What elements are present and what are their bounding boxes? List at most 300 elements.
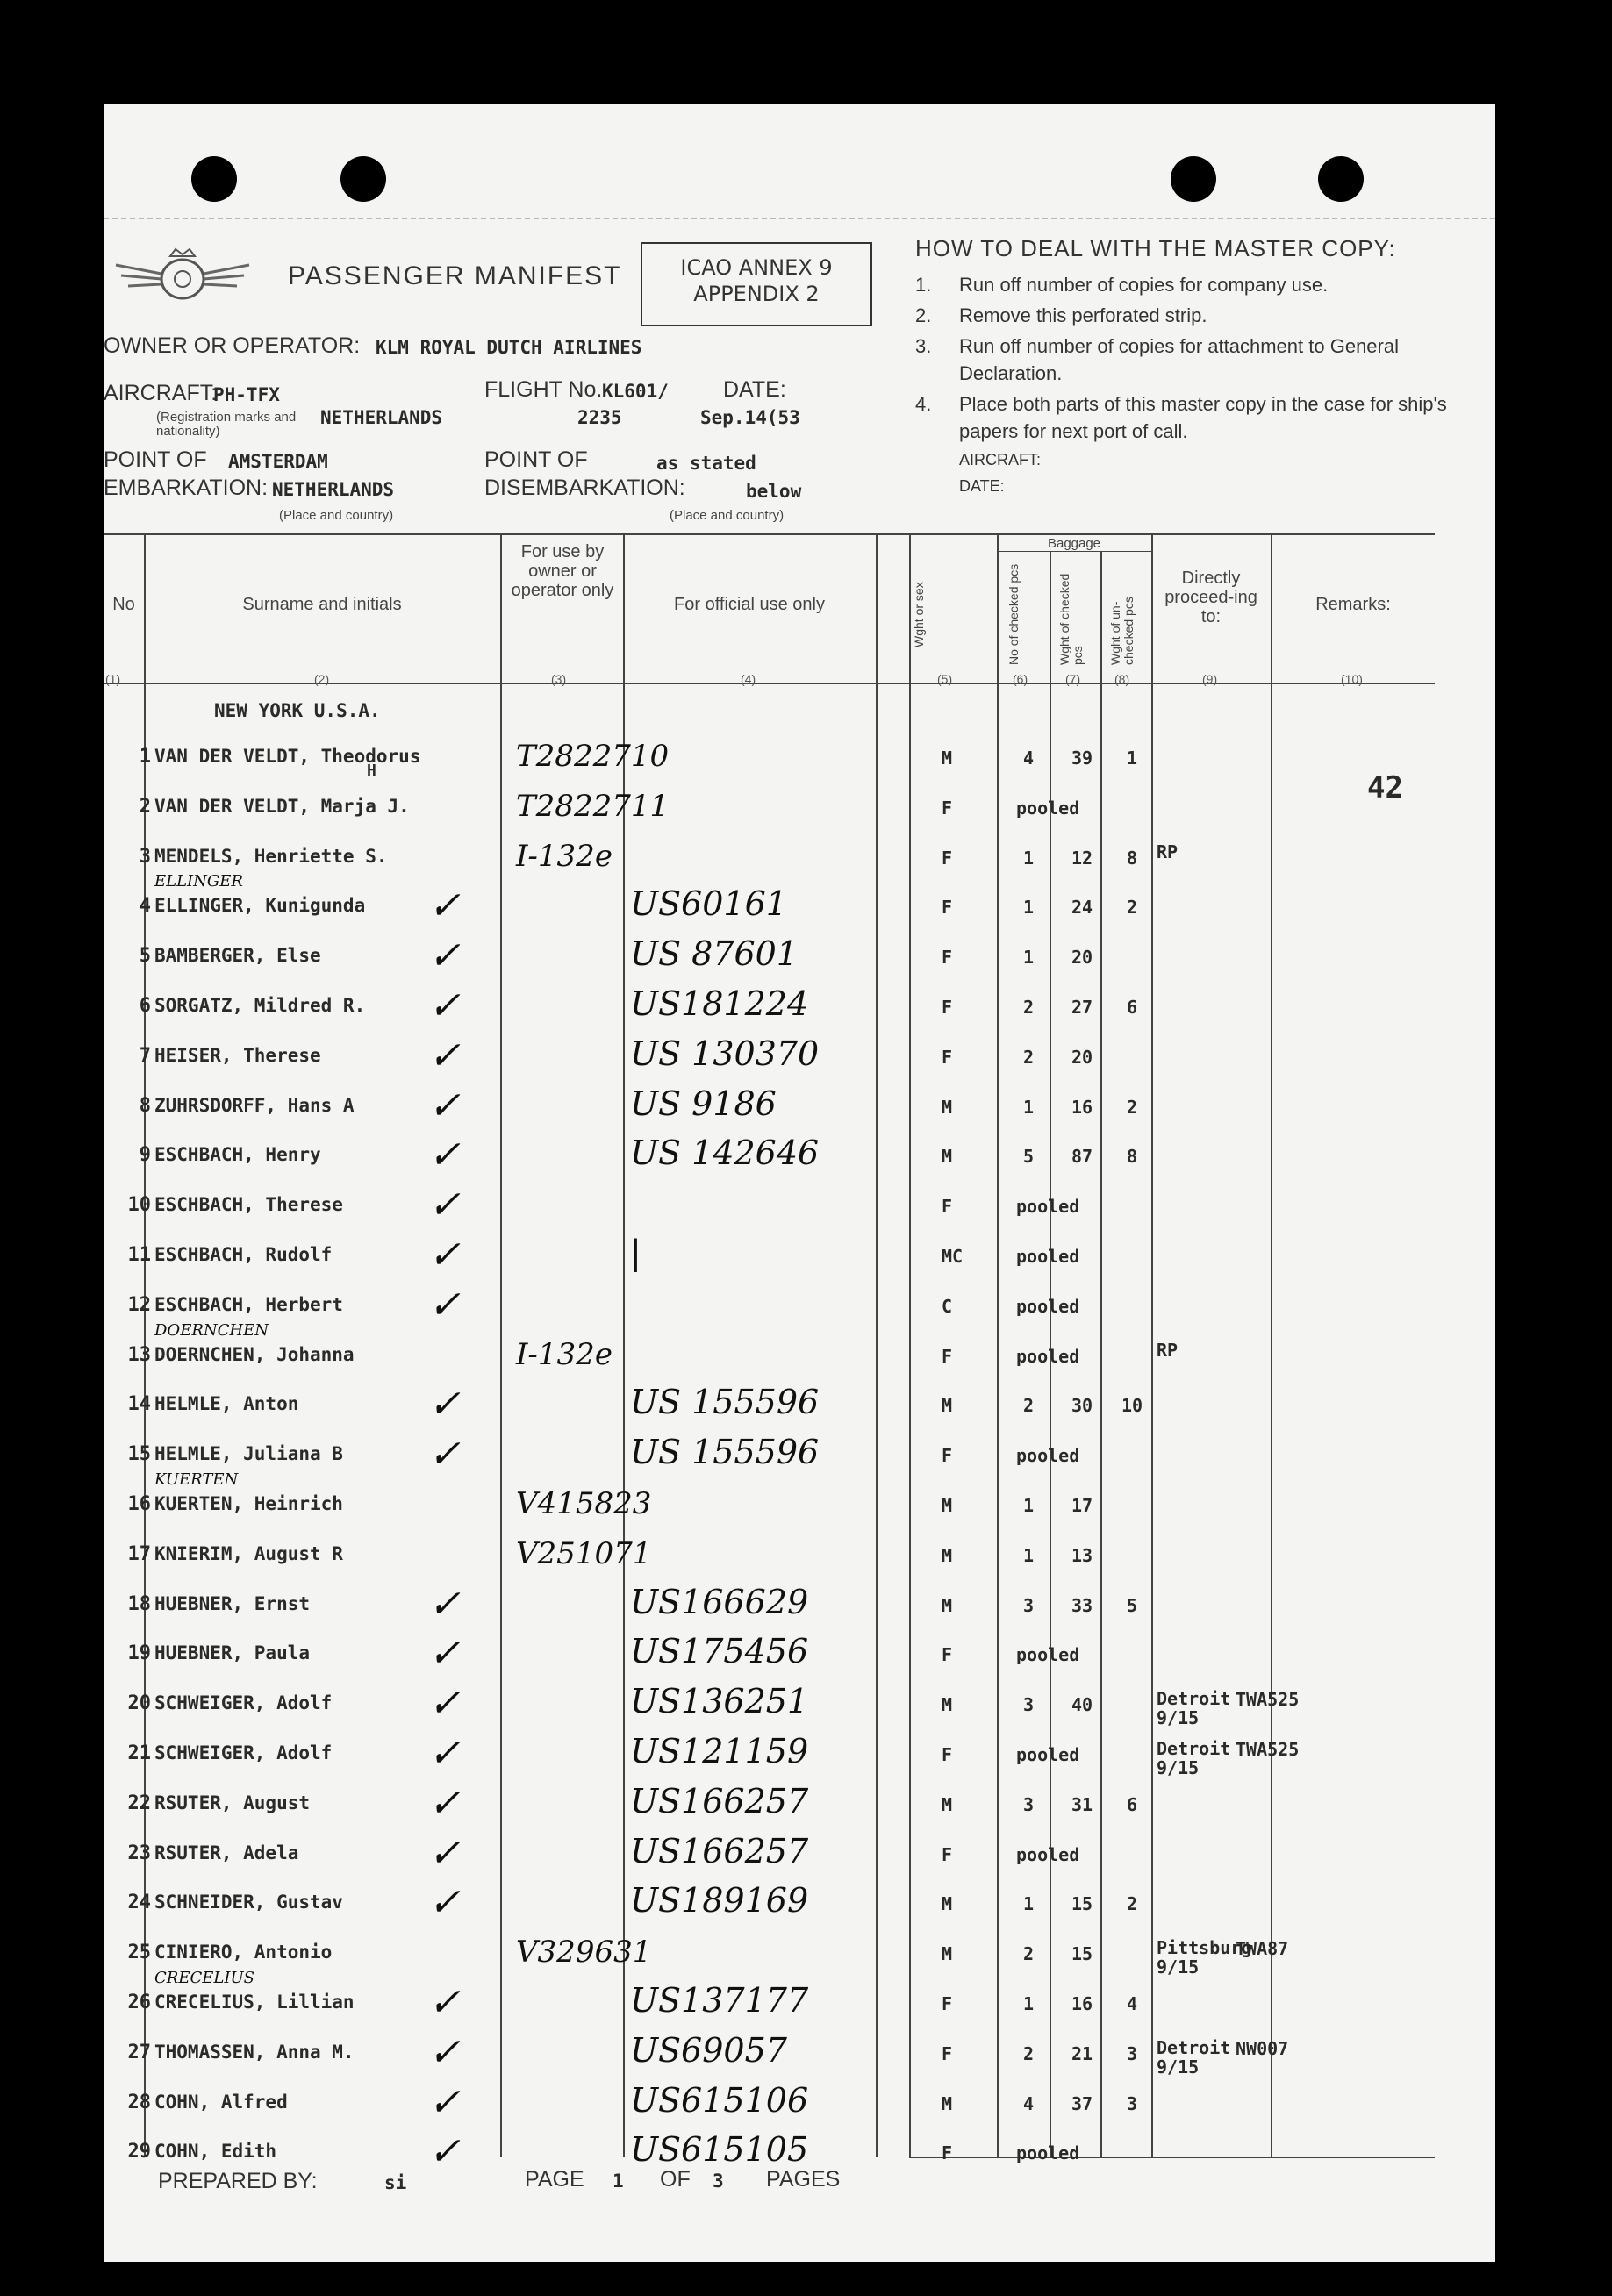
prepared-by-label: PREPARED BY: [158,2169,318,2193]
embark-city: AMSTERDAM [228,451,328,472]
passenger-name: RSUTER, August [154,1792,311,1813]
table-top-rule [104,533,1435,535]
official-visa-number: US 155596 [630,1433,820,1471]
checked-weight: 40 [1071,1694,1093,1715]
owner-label: OWNER OR OPERATOR: [104,333,361,358]
passenger-name: ELLINGER, Kunigunda [154,895,366,916]
unchecked-weight: 1 [1126,747,1138,769]
passenger-sex: M [942,2093,953,2114]
passenger-name: COHN, Edith [154,2141,277,2162]
row-number: 17 [127,1543,151,1565]
col-header-pcs: No of checked pcs [1007,563,1021,665]
check-mark: ✓ [428,1034,461,1078]
unchecked-weight: 3 [1126,2043,1138,2064]
owner-document-number: I-132e [516,1337,613,1372]
klm-crown-logo [112,244,253,310]
checked-pieces: 4 [1022,747,1035,769]
check-mark: ✓ [428,2030,461,2075]
col-number: (3) [551,672,567,686]
col-header-baggage: Baggage [1047,536,1101,551]
check-mark: ✓ [428,1631,461,1676]
check-mark: ✓ [428,2080,461,2125]
passenger-name: HEISER, Therese [154,1045,321,1066]
table-row [104,984,1495,1034]
of-label: OF [660,2167,691,2192]
passenger-name: ESCHBACH, Herbert [154,1294,343,1315]
instruction-number: 3. [915,335,932,357]
checked-weight: 33 [1071,1595,1093,1616]
page-number: 1 [613,2171,624,2192]
baggage-pooled: pooled [1016,1744,1080,1765]
table-row [104,1969,1495,2030]
check-mark: ✓ [428,1432,461,1477]
instruction-number: 2. [915,304,932,326]
passenger-sex: M [942,1694,953,1715]
check-mark: ✓ [428,1582,461,1627]
punch-hole [340,156,386,202]
unchecked-weight: 6 [1126,997,1138,1018]
checked-pieces: 3 [1022,1794,1035,1815]
date-label: DATE: [723,377,786,402]
table-row [104,2081,1495,2130]
instruction-item [915,271,1494,298]
passenger-name: HUEBNER, Paula [154,1642,311,1663]
owner-document-number: V329631 [516,1935,652,1970]
checked-weight: 16 [1071,1993,1093,2014]
check-mark: ✓ [428,1880,461,1925]
punch-hole [1171,156,1216,202]
check-mark: ✓ [428,1183,461,1227]
destination: Detroit 9/15 [1157,1738,1231,1778]
instruction-text: Remove this perforated strip. [959,304,1207,326]
check-mark: ✓ [428,1781,461,1826]
baggage-pooled: pooled [1016,2142,1080,2164]
col-header-remarks: Remarks: [1315,595,1391,614]
checked-weight: 21 [1071,2043,1093,2064]
destination: Pittsburg 9/15 [1157,1937,1252,1978]
unchecked-weight: 2 [1126,1097,1138,1118]
passenger-sex: F [942,1346,953,1367]
table-row [104,1184,1495,1233]
col-number: (9) [1202,672,1218,686]
official-visa-number: US189169 [630,1881,809,1920]
checked-weight: 13 [1071,1545,1093,1566]
unchecked-weight: 4 [1126,1993,1138,2014]
table-row [104,1034,1495,1084]
col-number: (7) [1065,672,1081,686]
instruction-item [915,302,1494,329]
owner-value: KLM ROYAL DUTCH AIRLINES [376,337,642,358]
destination: RP [1157,1340,1179,1361]
check-mark: ✓ [428,883,461,928]
passenger-name: HELMLE, Juliana B [154,1443,343,1464]
passenger-sex: F [942,1196,953,1217]
instruction-text: Run off number of copies for company use. [959,274,1329,296]
table-row [104,785,1495,834]
table-row [104,1284,1495,1333]
owner-document-number: V251071 [516,1536,652,1571]
official-visa-number: US60161 [630,884,787,923]
document-title: PASSENGER MANIFEST [288,261,622,290]
manifest-page [104,104,1495,2262]
passenger-sex: M [942,1794,953,1815]
passenger-sex: M [942,1893,953,1914]
official-visa-number: US175456 [630,1632,809,1670]
passenger-sex: F [942,798,953,819]
passenger-sex: F [942,1744,953,1765]
checked-pieces: 1 [1022,947,1035,968]
checked-pieces: 1 [1022,1097,1035,1118]
check-mark: ✓ [428,1283,461,1327]
passenger-name: ESCHBACH, Rudolf [154,1244,333,1265]
official-visa-number: US 87601 [630,934,799,973]
aircraft-nationality: NETHERLANDS [320,407,443,428]
col-number: (2) [314,672,330,686]
table-row [104,835,1495,884]
passenger-sex: M [942,1097,953,1118]
passenger-sex: F [942,2043,953,2064]
col-header-sex: Wght or sex [912,582,926,647]
table-row [104,1682,1495,1731]
passenger-sex: M [942,1595,953,1616]
passenger-sex: M [942,1545,953,1566]
row-number: 21 [127,1742,151,1764]
passenger-name: RSUTER, Adela [154,1842,299,1863]
check-mark: ✓ [428,1681,461,1726]
col-number: (10) [1341,672,1363,686]
aircraft-sublabel: (Registration marks and nationality) [156,410,297,439]
baggage-pooled: pooled [1016,1196,1080,1217]
table-row [104,2031,1495,2080]
passenger-name: CINIERO, Antonio [154,1942,333,1963]
checked-pieces: 2 [1022,2043,1035,2064]
table-row [104,1134,1495,1183]
passenger-name: SORGATZ, Mildred R. [154,995,366,1016]
flight-number-2: 2235 [577,407,622,428]
check-mark: ✓ [428,1731,461,1776]
official-visa-number: US137177 [630,1981,809,2020]
row-number: 25 [127,1942,151,1963]
passenger-sex: M [942,1395,953,1416]
unchecked-weight: 8 [1126,848,1138,869]
row-number: 20 [127,1692,151,1714]
checked-pieces: 2 [1022,1395,1035,1416]
baggage-pooled: pooled [1016,1644,1080,1665]
official-visa-number: US 155596 [630,1383,820,1421]
checked-pieces: 1 [1022,1893,1035,1914]
checked-weight: 20 [1071,1047,1093,1068]
passenger-name: CRECELIUS, Lillian [154,1992,355,2013]
checked-weight: 27 [1071,997,1093,1018]
check-mark: ✓ [428,1382,461,1427]
passenger-name: HELMLE, Anton [154,1393,299,1414]
handwritten-name-correction: CRECELIUS [154,1969,254,1987]
row-number: 11 [127,1244,151,1266]
check-mark: ✓ [428,983,461,1028]
row-number: 28 [127,2092,151,2114]
official-visa-number: US 130370 [630,1034,820,1073]
embark-country: NETHERLANDS [272,479,395,500]
passenger-name: VAN DER VELDT, Theodorus [154,746,421,767]
master-copy-heading: HOW TO DEAL WITH THE MASTER COPY: [915,235,1396,261]
unchecked-weight: 10 [1121,1395,1143,1416]
official-visa-number: US615106 [630,2081,809,2120]
passenger-sex: F [942,1445,953,1466]
row-number: 5 [139,945,151,967]
disembark-value-2: below [746,481,802,502]
official-visa-number: US166257 [630,1782,809,1820]
total-pages: 3 [713,2171,724,2192]
table-row [104,1583,1495,1632]
checked-weight: 24 [1071,897,1093,918]
passenger-name: ESCHBACH, Therese [154,1194,343,1215]
passenger-name: MENDELS, Henriette S. [154,846,388,867]
passenger-sex: MC [942,1246,964,1267]
icao-appendix-label: APPENDIX 2 [693,282,820,306]
handwritten-name-correction: KUERTEN [154,1470,239,1489]
checked-pieces: 1 [1022,1993,1035,2014]
unchecked-weight: 6 [1126,1794,1138,1815]
row-number: 24 [127,1892,151,1913]
col-number: (8) [1114,672,1130,686]
checked-weight: 87 [1071,1146,1093,1167]
passenger-sex: F [942,1644,953,1665]
passenger-name: THOMASSEN, Anna M. [154,2042,355,2063]
embark-label: POINT OF [104,447,207,472]
col-number: (1) [105,672,121,686]
baggage-pooled: pooled [1016,1296,1080,1317]
master-aircraft-label: AIRCRAFT: [959,451,1042,468]
checked-pieces: 2 [1022,997,1035,1018]
passenger-sex: C [942,1296,953,1317]
unchecked-weight: 2 [1126,897,1138,918]
checked-weight: 30 [1071,1395,1093,1416]
checked-weight: 16 [1071,1097,1093,1118]
table-row [104,1832,1495,1881]
checked-weight: 39 [1071,747,1093,769]
remarks: TWA87 [1236,1938,1289,1959]
row-number: 6 [139,995,151,1017]
official-visa-number: | [630,1234,641,1272]
row-number: 2 [139,796,151,818]
icao-annex-label: ICAO ANNEX 9 [680,255,833,280]
checked-weight: 15 [1071,1893,1093,1914]
checked-weight: 37 [1071,2093,1093,2114]
table-row [104,735,1495,784]
instruction-text: Run off number of copies for attachment to General Declaration. [959,335,1399,384]
col-number: (6) [1013,672,1028,686]
check-mark: ✓ [428,1980,461,2025]
official-visa-number: US 9186 [630,1084,777,1123]
unchecked-weight: 8 [1126,1146,1138,1167]
official-visa-number: US69057 [630,2031,787,2070]
checked-pieces: 3 [1022,1694,1035,1715]
manifest-footer [104,2157,1495,2209]
checked-pieces: 2 [1022,1943,1035,1964]
table-row [104,1084,1495,1134]
row-number: 4 [139,895,151,917]
checked-weight: 15 [1071,1943,1093,1964]
passenger-sex: F [942,947,953,968]
official-visa-number: US121159 [630,1732,809,1770]
check-mark: ✓ [428,1831,461,1876]
flight-value: KL601/ [602,381,669,402]
col-header-unchecked: Wght of un-checked pcs [1108,597,1136,665]
table-row [104,1533,1495,1582]
instruction-item [915,390,1494,445]
disembark-value: as stated [656,453,756,474]
check-mark: ✓ [428,933,461,978]
unchecked-weight: 3 [1126,2093,1138,2114]
remarks: TWA525 [1236,1689,1300,1710]
passenger-name: ZUHRSDORFF, Hans A [154,1095,355,1116]
row-number: 23 [127,1842,151,1864]
table-row [104,872,1495,933]
table-row [104,1234,1495,1283]
row-number: 26 [127,1992,151,2013]
passenger-sex: M [942,1495,953,1516]
table-row [104,1470,1495,1532]
unchecked-weight: 5 [1126,1595,1138,1616]
checked-weight: 20 [1071,947,1093,968]
row-number: 9 [139,1144,151,1166]
passenger-name: KNIERIM, August R [154,1543,343,1564]
unchecked-weight: 2 [1126,1893,1138,1914]
check-mark: ✓ [428,1133,461,1177]
row-number: 22 [127,1792,151,1814]
handwritten-name-correction: ELLINGER [154,872,243,891]
page-label: PAGE [525,2167,584,2192]
passenger-name: SCHWEIGER, Adolf [154,1692,333,1713]
table-row [104,1931,1495,1980]
official-visa-number: US 142646 [630,1134,820,1172]
passenger-name: VAN DER VELDT, Marja J. [154,796,410,817]
name-initial: H [367,762,376,780]
official-visa-number: US136251 [630,1682,809,1720]
col-header-name: Surname and initials [242,595,402,614]
remarks: TWA525 [1236,1739,1300,1760]
baggage-pooled: pooled [1016,1346,1080,1367]
instruction-text: Place both parts of this master copy in the case for ship's papers for next port of call. [959,393,1447,442]
passenger-sex: F [942,897,953,918]
col-header-owner: For use by owner or operator only [511,542,614,600]
passenger-name: SCHWEIGER, Adolf [154,1742,333,1763]
owner-document-number: V415823 [516,1486,652,1521]
row-number: 13 [127,1344,151,1366]
table-row [104,1732,1495,1781]
row-number: 16 [127,1493,151,1515]
baggage-pooled: pooled [1016,1246,1080,1267]
table-row [104,1321,1495,1383]
official-visa-number: US615105 [630,2130,809,2169]
destination: Detroit 9/15 [1157,2037,1231,2078]
row-number: 10 [127,1194,151,1216]
instruction-number: 4. [915,393,932,415]
checked-pieces: 4 [1022,2093,1035,2114]
official-visa-number: US166629 [630,1583,809,1621]
master-copy-instructions [915,235,1494,501]
passenger-sex: F [942,997,953,1018]
checked-weight: 17 [1071,1495,1093,1516]
perforation-line [104,218,1495,219]
passenger-name: COHN, Alfred [154,2092,288,2113]
disembark-label: POINT OF [484,447,588,472]
destination: RP [1157,841,1179,862]
icao-annex-box [641,242,872,326]
passenger-sex: F [942,1047,953,1068]
table-header-rule [104,683,1435,684]
disembark-label-2: DISEMBARKATION: [484,476,685,500]
row-number: 27 [127,2042,151,2064]
passenger-name: DOERNCHEN, Johanna [154,1344,355,1365]
checked-pieces: 1 [1022,1545,1035,1566]
row-number: 7 [139,1045,151,1067]
owner-document-number: T2822711 [516,789,670,824]
checked-pieces: 3 [1022,1595,1035,1616]
passenger-name: ESCHBACH, Henry [154,1144,321,1165]
row-number: 29 [127,2141,151,2163]
table-row [104,1383,1495,1432]
baggage-pooled: pooled [1016,798,1080,819]
remarks: NW007 [1236,2038,1289,2059]
embark-sublabel: (Place and country) [279,508,394,523]
col-number: (4) [741,672,756,686]
check-mark: ✓ [428,1233,461,1277]
official-visa-number: US181224 [630,984,809,1023]
punch-hole [1318,156,1364,202]
check-mark: ✓ [428,2129,461,2174]
row-number: 15 [127,1443,151,1465]
passenger-name: BAMBERGER, Else [154,945,321,966]
row-number: 12 [127,1294,151,1316]
owner-document-number: I-132e [516,839,613,874]
destination: Detroit 9/15 [1157,1688,1231,1728]
pages-label: PAGES [766,2167,841,2192]
destination-heading: NEW YORK U.S.A. [214,700,381,721]
baggage-pooled: pooled [1016,1844,1080,1865]
checked-weight: 31 [1071,1794,1093,1815]
row-number: 8 [139,1095,151,1117]
passenger-sex: F [942,1844,953,1865]
table-row [104,1433,1495,1482]
baggage-pooled: pooled [1016,1445,1080,1466]
disembark-sublabel: (Place and country) [670,508,785,523]
checked-weight: 12 [1071,848,1093,869]
col-header-no: No [112,595,135,614]
prepared-by-value: si [384,2172,407,2193]
passenger-sex: M [942,747,953,769]
row-number: 1 [139,746,151,768]
checked-pieces: 5 [1022,1146,1035,1167]
passenger-name: KUERTEN, Heinrich [154,1493,343,1514]
embark-label-2: EMBARKATION: [104,476,269,500]
checked-pieces: 2 [1022,1047,1035,1068]
row-number: 3 [139,846,151,868]
date-value: Sep.14(53 [700,407,800,428]
baggage-rule [997,551,1151,552]
passenger-sex: F [942,1993,953,2014]
aircraft-value: PH-TFX [213,384,280,405]
page-remark-number: 42 [1367,770,1403,805]
flight-label: FLIGHT No. [484,377,603,402]
row-number: 18 [127,1593,151,1615]
check-mark: ✓ [428,1084,461,1128]
passenger-sex: F [942,2142,953,2164]
checked-pieces: 1 [1022,897,1035,918]
table-row [104,1881,1495,1930]
master-date-label: DATE: [959,477,1005,495]
col-header-wt: Wght of checked pcs [1057,573,1085,665]
